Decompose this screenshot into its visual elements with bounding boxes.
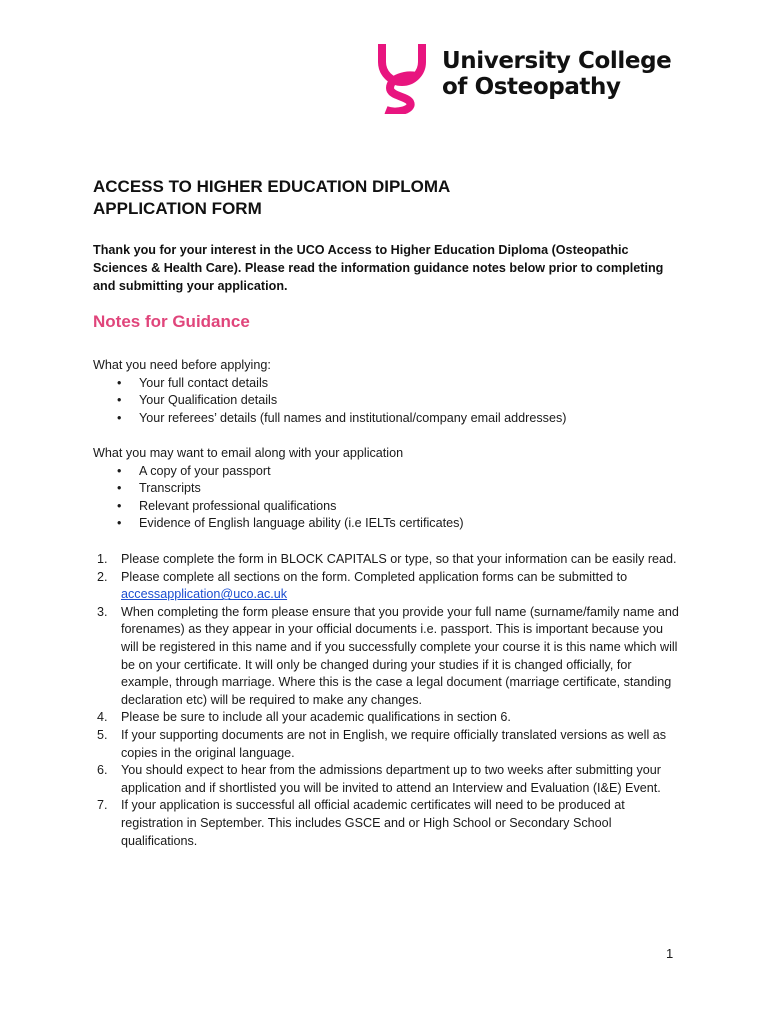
logo-wordmark <box>442 48 671 100</box>
item-text: If your application is successful all official academic certificates will need to be produced at registration in September. This includes GSCE and or High School or Secondary School qualifications. <box>121 798 625 848</box>
intro-paragraph: Thank you for your interest in the UCO Access to Higher Education Diploma (Osteopathic Sciences & Health Care). Please read the information guidance notes below prior to completing and submitting your application. <box>93 243 664 293</box>
page-number: 1 <box>666 946 674 961</box>
logo-line-1: University College <box>442 48 672 74</box>
item-text: You should expect to hear from the admissions department up to two weeks after submitting your application and if shortlisted you will be invited to attend an Interview and Evaluation (I&E) Event. <box>121 763 661 795</box>
list-item: • Transcripts <box>93 480 693 498</box>
list-item: • Relevant professional qualifications <box>93 498 693 516</box>
email-along-list <box>93 463 693 533</box>
item-text: Please complete the form in BLOCK CAPITALS or type, so that your information can be easily read. <box>121 552 677 566</box>
item-number: 2. <box>97 569 108 584</box>
item-number: 5. <box>97 727 108 742</box>
application-email-link[interactable]: accessapplication@uco.ac.uk <box>121 587 288 602</box>
title-line-2: APPLICATION FORM <box>93 199 262 218</box>
before-applying-list <box>93 375 693 428</box>
uco-logo-mark-icon <box>376 40 434 114</box>
email-along-heading: What you may want to email along with your application <box>93 446 404 460</box>
list-item: • Your Qualification details <box>93 392 693 410</box>
university-logo <box>376 40 671 114</box>
before-applying-section <box>93 357 693 427</box>
item-text: Please be sure to include all your academic qualifications in section 6. <box>121 710 511 725</box>
item-text: When completing the form please ensure that you provide your full name (surname/family name and forenames) as they appear in your official documents i.e. passport. This is important because you will be registered in this name and if you successfully complete your course it is this name which will be on your certificate. It will only be changed during your studies if it is changed officially, for example, through marriage. Where this is the case a legal document (marriage certificate, standing declaration etc) will be required to make any changes. <box>121 604 679 707</box>
item-number: 6. <box>97 763 108 778</box>
numbered-item <box>93 727 683 762</box>
numbered-item <box>93 709 683 727</box>
list-item: • Evidence of English language ability (i.e IELTs certificates) <box>93 515 693 533</box>
list-item: • Your full contact details <box>93 375 693 393</box>
title-line-1: ACCESS TO HIGHER EDUCATION DIPLOMA <box>93 177 451 196</box>
numbered-item <box>93 551 683 569</box>
numbered-item <box>93 604 683 710</box>
item-number: 7. <box>97 798 108 813</box>
item-number: 4. <box>97 710 108 725</box>
guidance-numbered-list <box>93 551 683 850</box>
item-number: 3. <box>97 604 108 619</box>
numbered-item <box>93 569 683 604</box>
list-item: • A copy of your passport <box>93 463 693 481</box>
notes-heading: Notes for Guidance <box>93 312 250 331</box>
list-item: • Your referees’ details (full names and institutional/company email addresses) <box>93 410 693 428</box>
numbered-item <box>93 762 683 797</box>
logo-line-2: of Osteopathy <box>442 74 621 100</box>
numbered-item <box>93 797 683 850</box>
item-text: If your supporting documents are not in English, we require officially translated versions as well as copies in the original language. <box>121 727 667 760</box>
before-applying-heading: What you need before applying: <box>93 358 271 372</box>
item-number: 1. <box>97 552 108 566</box>
document-title <box>93 176 450 220</box>
email-along-section <box>93 445 693 533</box>
item-text: Please complete all sections on the form. Completed application forms can be submitted to <box>121 569 628 584</box>
